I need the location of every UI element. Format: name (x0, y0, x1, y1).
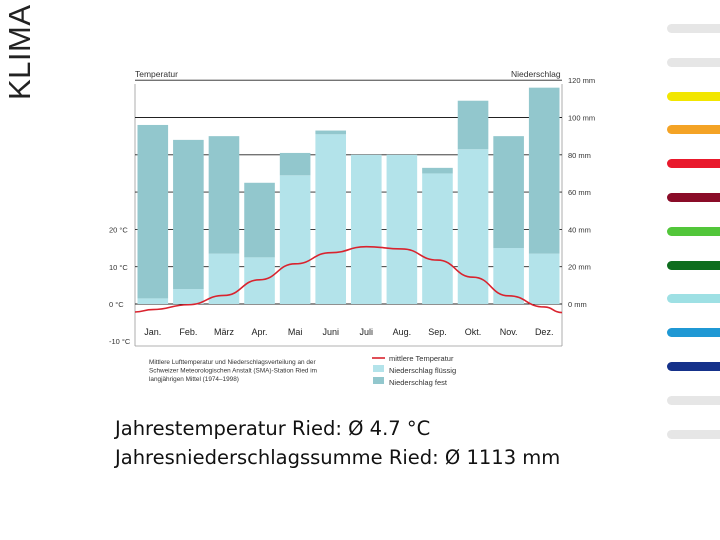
color-stripe (667, 193, 720, 202)
chart-legend (372, 354, 456, 387)
precip-tick-label: 0 mm (568, 300, 587, 309)
precip-tick-label: 20 mm (568, 262, 591, 272)
bar-solid-10 (458, 101, 489, 149)
precip-tick-label: 120 mm (568, 76, 596, 86)
bar-solid-2 (173, 140, 204, 289)
precip-tick-label: 60 mm (568, 188, 591, 198)
left-axis-title: Temperatur (135, 69, 178, 79)
color-stripe (667, 294, 720, 303)
color-stripe-column (667, 0, 720, 540)
color-stripe (667, 58, 720, 67)
bar-liquid-12 (529, 254, 560, 304)
month-label: Apr. (251, 327, 268, 337)
right-axis-title: Niederschlag (511, 69, 561, 79)
summary-block (115, 414, 560, 472)
precip-tick-label: 100 mm (568, 113, 596, 123)
month-label: März (213, 327, 234, 337)
temp-tick-label: -10 °C (109, 337, 131, 347)
color-stripe (667, 396, 720, 405)
precip-tick-label: 40 mm (568, 225, 591, 235)
month-label: Juli (359, 327, 374, 337)
legend-solid-swatch (373, 377, 384, 384)
caption-line: langjährigen Mittel (1974–1998) (149, 376, 239, 383)
bar-solid-12 (529, 88, 560, 254)
legend-label: mittlere Temperatur (389, 354, 454, 363)
temp-tick-label: 0 °C (109, 300, 124, 309)
annual-temperature-text: Jahrestemperatur Ried: Ø 4.7 °C (115, 417, 431, 440)
bar-solid-1 (137, 125, 168, 298)
color-stripe (667, 227, 720, 236)
bar-solid-6 (315, 131, 346, 135)
bar-liquid-2 (173, 289, 204, 304)
color-stripe (667, 261, 720, 270)
climate-chart (100, 62, 610, 392)
bar-liquid-5 (280, 175, 311, 304)
temp-tick-label: 20 °C (109, 225, 128, 235)
legend-label: Niederschlag fest (389, 378, 447, 387)
bar-liquid-6 (315, 134, 346, 304)
bar-liquid-7 (351, 155, 382, 304)
color-stripe (667, 24, 720, 33)
month-label: Mai (287, 327, 303, 337)
bar-liquid-9 (422, 173, 453, 304)
bar-liquid-8 (387, 155, 418, 304)
color-stripe (667, 92, 720, 101)
color-stripe (667, 430, 720, 439)
precipitation-bars (137, 88, 559, 304)
precip-tick-label: 80 mm (568, 150, 591, 160)
side-title: KLIMA (2, 4, 37, 100)
bar-solid-4 (244, 183, 275, 258)
chart-caption (149, 359, 317, 383)
month-label: Juni (322, 327, 339, 337)
color-stripe (667, 328, 720, 337)
bar-solid-3 (209, 136, 240, 253)
caption-line: Schweizer Meteorologischen Anstalt (SMA)-Station Ried im (149, 367, 318, 375)
bar-solid-5 (280, 153, 311, 175)
legend-liquid-swatch (373, 365, 384, 372)
bar-liquid-4 (244, 257, 275, 304)
climate-chart-svg (100, 62, 610, 392)
bar-liquid-1 (137, 298, 168, 304)
month-label: Feb. (179, 327, 198, 337)
legend-label: Niederschlag flüssig (389, 366, 457, 375)
month-label: Nov. (499, 327, 518, 337)
month-label: Okt. (464, 327, 482, 337)
month-label: Dez. (534, 327, 554, 337)
bar-solid-9 (422, 168, 453, 174)
color-stripe (667, 125, 720, 134)
color-stripe (667, 159, 720, 168)
caption-line: Mittlere Lufttemperatur und Niederschlagsverteilung an der (149, 359, 316, 366)
month-label: Sep. (428, 327, 447, 337)
month-label: Aug. (392, 327, 412, 337)
bar-solid-11 (493, 136, 524, 248)
month-label: Jan. (144, 327, 162, 337)
temp-tick-label: 10 °C (109, 262, 128, 272)
color-stripe (667, 362, 720, 371)
annual-precipitation-text: Jahresniederschlagssumme Ried: Ø 1113 mm (115, 446, 561, 469)
